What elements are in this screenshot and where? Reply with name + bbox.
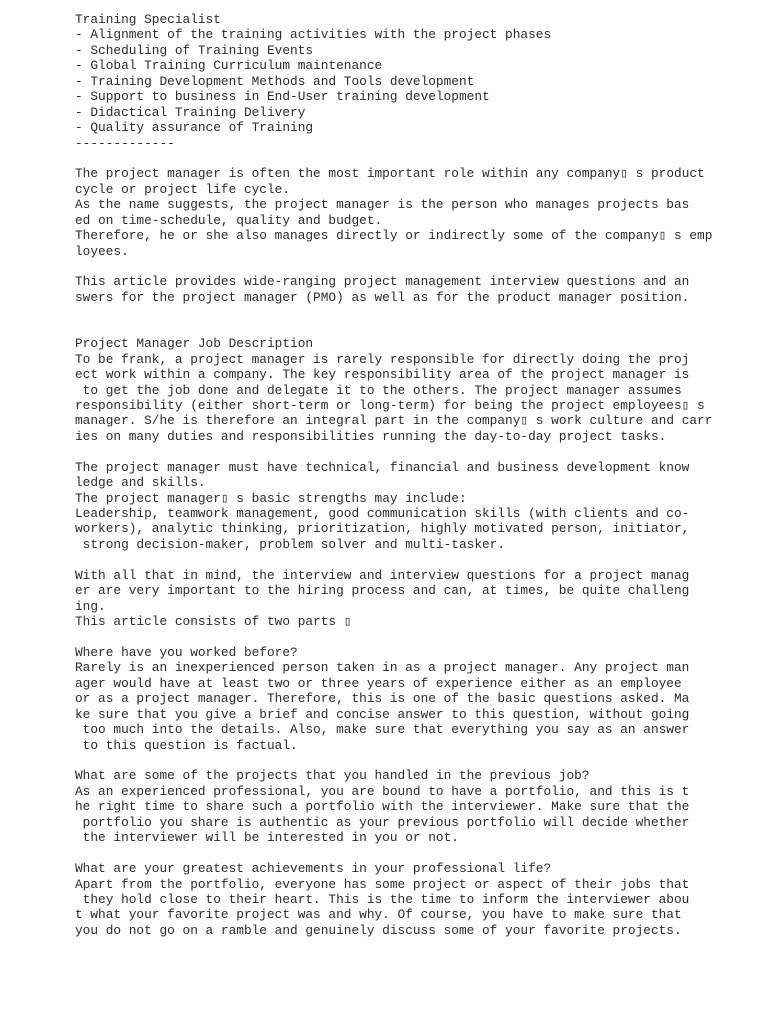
blank-line bbox=[75, 753, 755, 768]
text-line: you do not go on a ramble and genuinely discuss some of your favorite projects. bbox=[75, 922, 682, 938]
text-line: ager would have at least two or three years of experience either as an employee bbox=[75, 675, 682, 691]
blank-line bbox=[75, 321, 755, 336]
blank-line bbox=[75, 444, 755, 459]
text-line: - Didactical Training Delivery bbox=[75, 104, 306, 120]
text-line: This article consists of two parts ▯ bbox=[75, 614, 352, 630]
text-line: What are some of the projects that you handled in the previous job? bbox=[75, 768, 590, 784]
blank-line bbox=[75, 552, 755, 567]
document-body bbox=[75, 12, 755, 938]
text-line: er are very important to the hiring process and can, at times, be quite challeng bbox=[75, 583, 690, 599]
text-line: ect work within a company. The key responsibility area of the project manager is bbox=[75, 367, 690, 383]
text-line: they hold close to their heart. This is the time to inform the interviewer abou bbox=[75, 891, 690, 907]
text-line: ies on many duties and responsibilities running the day-to-day project tasks. bbox=[75, 428, 667, 444]
text-line: Therefore, he or she also manages directly or indirectly some of the company▯ s emp bbox=[75, 228, 713, 244]
text-line: too much into the details. Also, make sure that everything you say as an answer bbox=[75, 722, 690, 738]
text-line: - Quality assurance of Training bbox=[75, 120, 314, 136]
text-line: - Training Development Methods and Tools development bbox=[75, 73, 475, 89]
text-line: portfolio you share is authentic as your previous portfolio will decide whether bbox=[75, 814, 690, 830]
text-line: cycle or project life cycle. bbox=[75, 181, 291, 197]
text-line: Apart from the portfolio, everyone has some project or aspect of their jobs that bbox=[75, 876, 690, 892]
text-line: As the name suggests, the project manager is the person who manages projects bas bbox=[75, 197, 690, 213]
text-line: - Support to business in End-User training development bbox=[75, 89, 490, 105]
text-line: manager. S/he is therefore an integral part in the company▯ s work culture and carr bbox=[75, 413, 713, 429]
text-line: t what your favorite project was and why. Of course, you have to make sure that bbox=[75, 907, 682, 923]
text-line: swers for the project manager (PMO) as well as for the product manager position. bbox=[75, 289, 690, 305]
text-line: or as a project manager. Therefore, this is one of the basic questions asked. Ma bbox=[75, 691, 690, 707]
text-line: to get the job done and delegate it to the others. The project manager assumes bbox=[75, 382, 682, 398]
text-line: loyees. bbox=[75, 243, 129, 259]
text-line: The project manager is often the most important role within any company▯ s product bbox=[75, 166, 705, 182]
text-line: ledge and skills. bbox=[75, 475, 206, 491]
text-line: To be frank, a project manager is rarely responsible for directly doing the proj bbox=[75, 351, 690, 367]
text-line: ------------- bbox=[75, 135, 175, 151]
text-line: Leadership, teamwork management, good communication skills (with clients and co- bbox=[75, 506, 690, 521]
text-line: ing. bbox=[75, 598, 106, 614]
text-line: to this question is factual. bbox=[75, 737, 298, 753]
text-line: strong decision-maker, problem solver and multi-tasker. bbox=[75, 536, 506, 552]
blank-line bbox=[75, 259, 755, 274]
text-line: responsibility (either short-term or long-term) for being the project employees▯ s bbox=[75, 397, 705, 413]
blank-line bbox=[75, 151, 755, 166]
text-line: This article provides wide-ranging project management interview questions and an bbox=[75, 274, 690, 290]
text-line: The project manager must have technical, financial and business development know bbox=[75, 459, 690, 475]
text-line: ke sure that you give a brief and concise answer to this question, without going bbox=[75, 706, 690, 722]
text-line: The project manager▯ s basic strengths may include: bbox=[75, 490, 467, 506]
text-line: ed on time-schedule, quality and budget. bbox=[75, 212, 383, 228]
text-line: workers), analytic thinking, prioritization, highly motivated person, initiator, bbox=[75, 521, 690, 537]
text-line: - Scheduling of Training Events bbox=[75, 42, 314, 58]
text-line: Rarely is an inexperienced person taken in as a project manager. Any project man bbox=[75, 660, 690, 676]
text-line: With all that in mind, the interview and interview questions for a project manag bbox=[75, 567, 690, 583]
text-line: the interviewer will be interested in you or not. bbox=[75, 830, 459, 846]
text-line: he right time to share such a portfolio with the interviewer. Make sure that the bbox=[75, 799, 690, 815]
text-line: Training Specialist bbox=[75, 12, 221, 27]
text-line: As an experienced professional, you are bound to have a portfolio, and this is t bbox=[75, 783, 690, 799]
blank-line bbox=[75, 846, 755, 861]
blank-line bbox=[75, 630, 755, 645]
text-line: What are your greatest achievements in your professional life? bbox=[75, 861, 552, 877]
text-line: - Global Training Curriculum maintenance bbox=[75, 58, 383, 74]
text-line: Where have you worked before? bbox=[75, 644, 298, 660]
blank-line bbox=[75, 305, 755, 320]
text-line: Project Manager Job Description bbox=[75, 336, 314, 352]
text-line: - Alignment of the training activities with the project phases bbox=[75, 27, 552, 43]
